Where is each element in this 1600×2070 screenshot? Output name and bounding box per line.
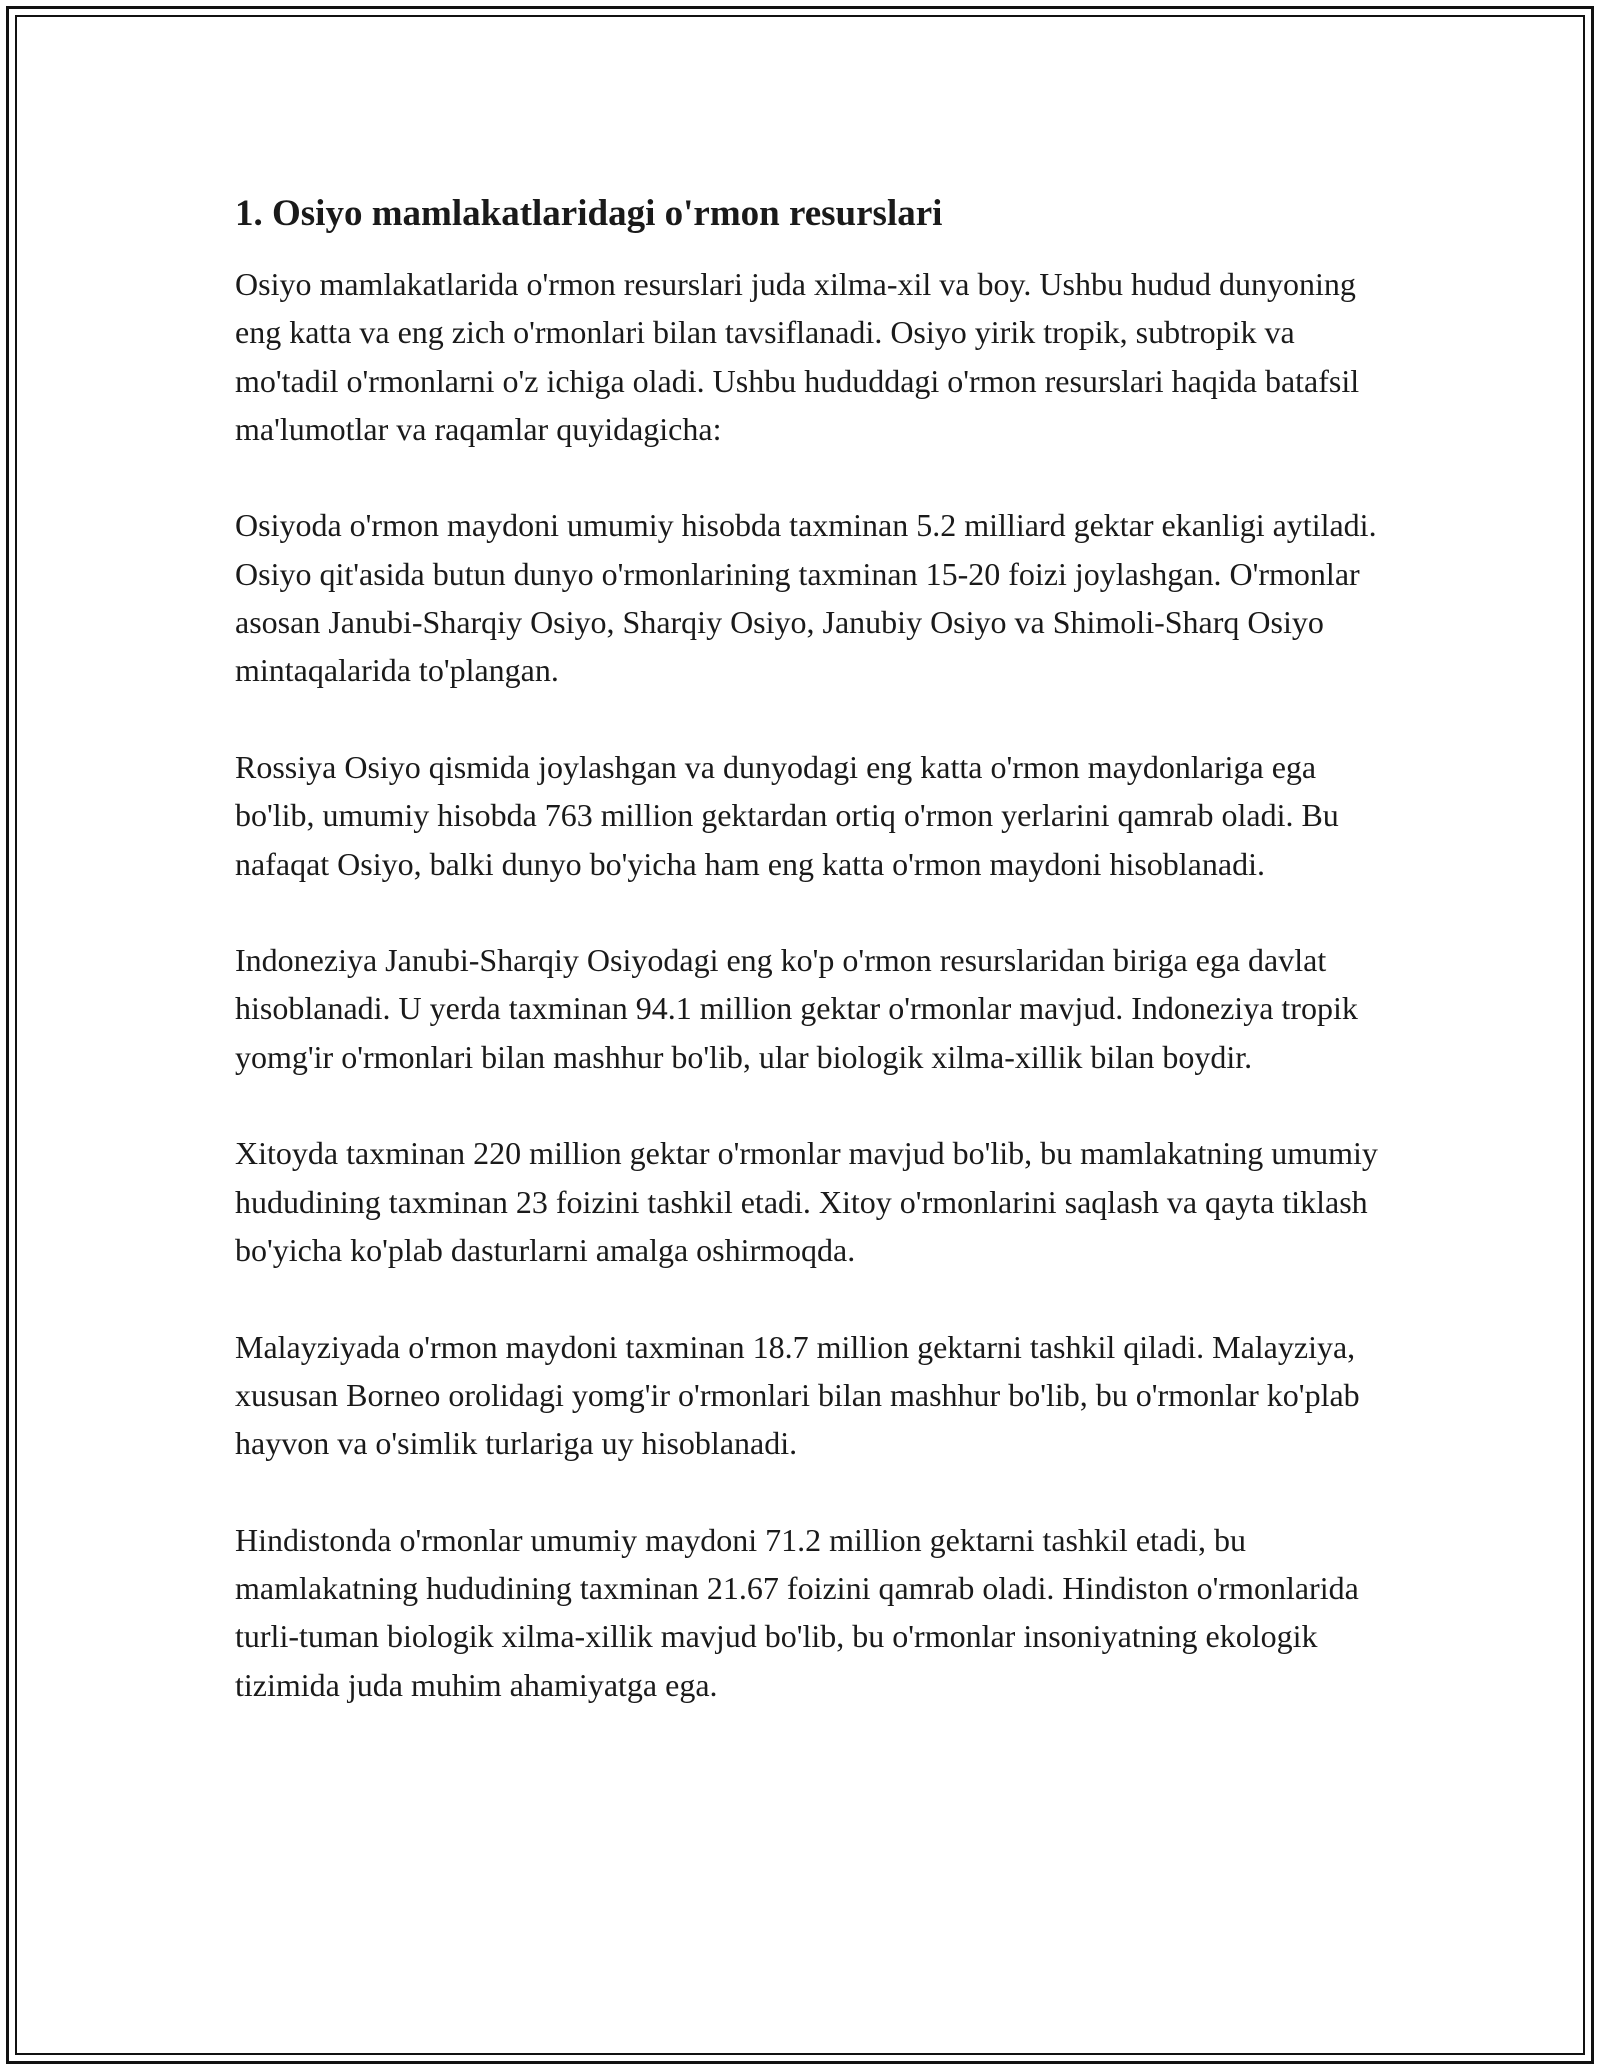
paragraph-intro: Osiyo mamlakatlarida o'rmon resurslari juda xilma-xil va boy. Ushbu hudud dunyoning eng katta va eng zich o'rmonlari bilan tavsiflanadi. Osiyo yirik tropik, subtropik va mo'tadil o'rmonlarni o'z ichiga oladi. Ushbu hududdagi o'rmon resurslari haqida batafsil ma'lumotlar va raqamlar quyidagicha: (235, 266, 1360, 447)
paragraph-china: Xitoyda taxminan 220 million gektar o'rmonlar mavjud bo'lib, bu mamlakatning umumiy hududining taxminan 23 foizini tashkil etadi. Xitoy o'rmonlarini saqlash va qayta tiklash bo'yicha ko'plab dasturlarni amalga oshirmoqda. (235, 1135, 1378, 1268)
paragraph-russia: Rossiya Osiyo qismida joylashgan va dunyodagi eng katta o'rmon maydonlariga ega bo'lib, umumiy hisobda 763 million gektardan ortiq o'rmon yerlarini qamrab oladi. Bu nafaqat Osiyo, balki dunyo bo'yicha ham eng katta o'rmon maydoni hisoblanadi. (235, 748, 1339, 882)
document-body (235, 190, 1380, 1757)
paragraph-indonesia: Indoneziya Janubi-Sharqiy Osiyodagi eng ko'p o'rmon resurslaridan biriga ega davlat hisoblanadi. U yerda taxminan 94.1 million gektar o'rmonlar mavjud. Indoneziya tropik yomg'ir o'rmonlari bilan mashhur bo'lib, ular biologik xilma-xillik bilan boydir. (235, 942, 1358, 1075)
section-title: 1. Osiyo mamlakatlaridagi o'rmon resurslari (235, 193, 943, 234)
paragraph-india: Hindistonda o'rmonlar umumiy maydoni 71.2 million gektarni tashkil etadi, bu mamlakatning hududining taxminan 21.67 foizini qamrab oladi. Hindiston o'rmonlarida turli-tuman biologik xilma-xillik mavjud bo'lib, bu o'rmonlar insoniyatning ekologik tizimida juda muhim ahamiyatga ega. (235, 1521, 1359, 1703)
paragraph-asia-forest-area: Osiyoda o'rmon maydoni umumiy hisobda taxminan 5.2 milliard gektar ekanligi aytiladi. Osiyo qit'asida butun dunyo o'rmonlarining taxminan 15-20 foizi joylashgan. O'rmonlar asosan Janubi-Sharqiy Osiyo, Sharqiy Osiyo, Janubiy Osiyo va Shimoli-Sharq Osiyo mintaqalarida to'plangan. (235, 507, 1377, 689)
paragraph-malaysia: Malayziyada o'rmon maydoni taxminan 18.7 million gektarni tashkil qiladi. Malayziya, xususan Borneo orolidagi yomg'ir o'rmonlari bilan mashhur bo'lib, bu o'rmonlar ko'plab hayvon va o'simlik turlariga uy hisoblanadi. (235, 1328, 1360, 1462)
